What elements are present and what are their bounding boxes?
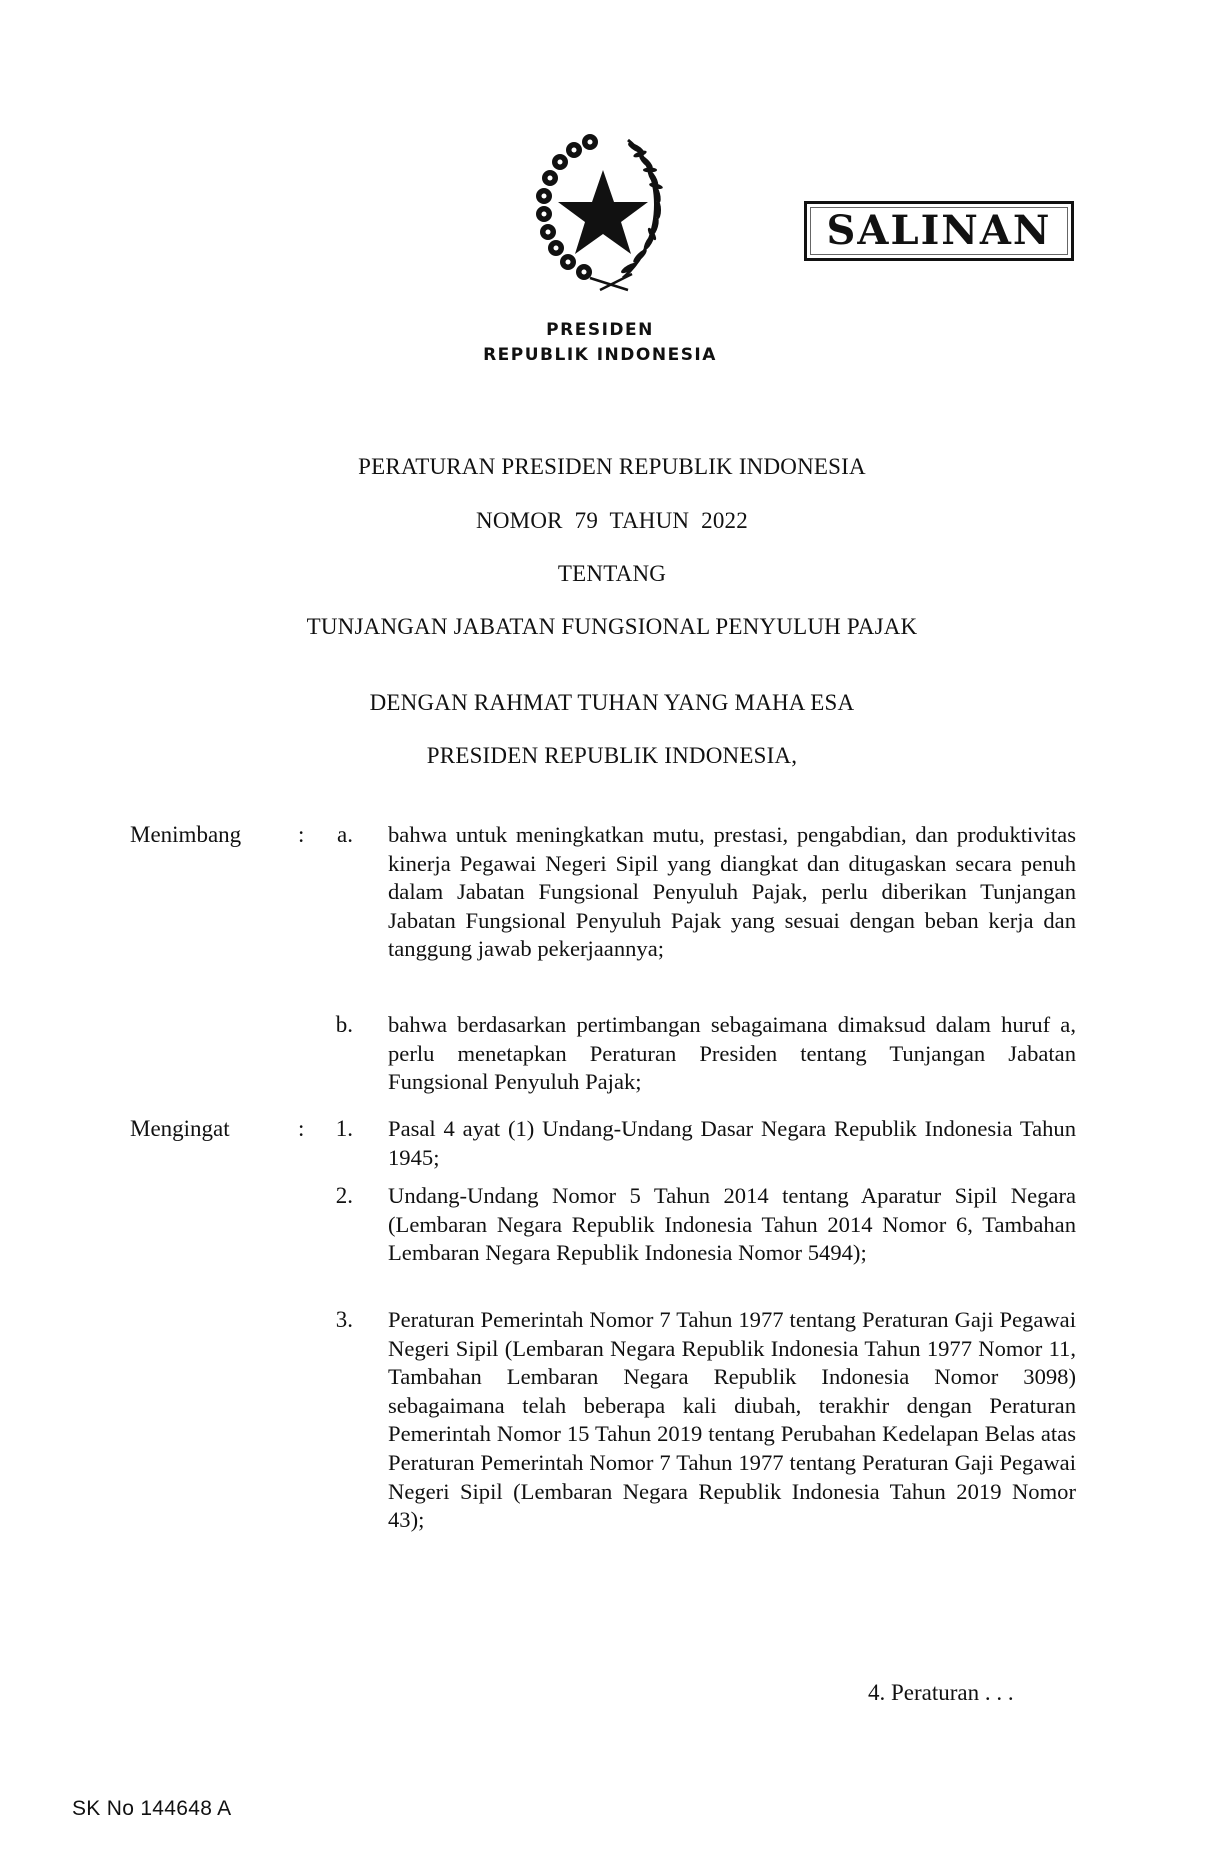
- page-continuation: 4. Peraturan . . .: [868, 1680, 1014, 1705]
- mengingat-item-1-text: Pasal 4 ayat (1) Undang-Undang Dasar Negara Republik Indonesia Tahun 1945;: [388, 1116, 1076, 1170]
- menimbang-item-b-text: bahwa berdasarkan pertimbangan sebagaimana dimaksud dalam huruf a, perlu menetapkan Peraturan Presiden tentang Tunjangan Jabatan Fungsional Penyuluh Pajak;: [388, 1012, 1076, 1095]
- emblem-caption-republik-indonesia: REPUBLIK INDONESIA: [483, 345, 717, 365]
- emblem-caption-presiden: PRESIDEN: [546, 320, 654, 340]
- mengingat-item-3-text: Peraturan Pemerintah Nomor 7 Tahun 1977 tentang Peraturan Gaji Pegawai Negeri Sipil (Lembaran Negara Republik Indonesia Tahun 1977 Nomor 11, Tambahan Lembaran Negara Republik Indonesia Nomor 3098) sebagaimana telah beberapa kali diubah, terakhir dengan Peraturan Pemerintah Nomor 15 Tahun 2019 tentang Perubahan Kedelapan Belas atas Peraturan Pemerintah Nomor 7 Tahun 1977 tentang Peraturan Gaji Pegawai Negeri Sipil (Lembaran Negara Republik Indonesia Tahun 2019 Nomor 43);: [388, 1307, 1076, 1533]
- mengingat-colon: :: [298, 1116, 305, 1141]
- mengingat-item-2-marker: 2.: [335, 1183, 353, 1208]
- presidential-emblem-icon: [528, 128, 678, 298]
- stamp-label: SALINAN: [826, 207, 1052, 254]
- menimbang-item-a-text: bahwa untuk meningkatkan mutu, prestasi, pengabdian, dan produktivitas kinerja Pegawai Negeri Sipil yang diangkat dan ditugaskan secara penuh dalam Jabatan Fungsional Penyuluh Pajak, perlu diberikan Tunjangan Jabatan Fungsional Penyuluh Pajak yang sesuai dengan beban kerja dan tanggung jawab pekerjaannya;: [388, 822, 1076, 962]
- regulation-title: PERATURAN PRESIDEN REPUBLIK INDONESIA: [358, 454, 866, 479]
- mengingat-item-1-marker: 1.: [335, 1116, 353, 1141]
- invocation: DENGAN RAHMAT TUHAN YANG MAHA ESA: [369, 690, 855, 715]
- issuer: PRESIDEN REPUBLIK INDONESIA,: [426, 743, 798, 768]
- mengingat-item-2-text: Undang-Undang Nomor 5 Tahun 2014 tentang Aparatur Sipil Negara (Lembaran Negara Republik Indonesia Tahun 2014 Nomor 6, Tambahan Lembaran Negara Republik Indonesia Nomor 5494);: [388, 1183, 1076, 1266]
- regulation-tentang: TENTANG: [557, 561, 667, 586]
- regulation-number: NOMOR 79 TAHUN 2022: [476, 508, 748, 533]
- sk-reference-number: SK No 144648 A: [72, 1797, 232, 1820]
- menimbang-label: Menimbang: [130, 822, 242, 847]
- menimbang-item-a-marker: a.: [337, 822, 353, 847]
- regulation-subject: TUNJANGAN JABATAN FUNGSIONAL PENYULUH PAJAK: [306, 614, 918, 639]
- salinan-stamp: [804, 201, 1074, 261]
- mengingat-item-3-marker: 3.: [335, 1307, 353, 1332]
- mengingat-label: Mengingat: [130, 1116, 230, 1141]
- menimbang-item-b-marker: b.: [335, 1012, 353, 1037]
- menimbang-colon: :: [298, 822, 305, 847]
